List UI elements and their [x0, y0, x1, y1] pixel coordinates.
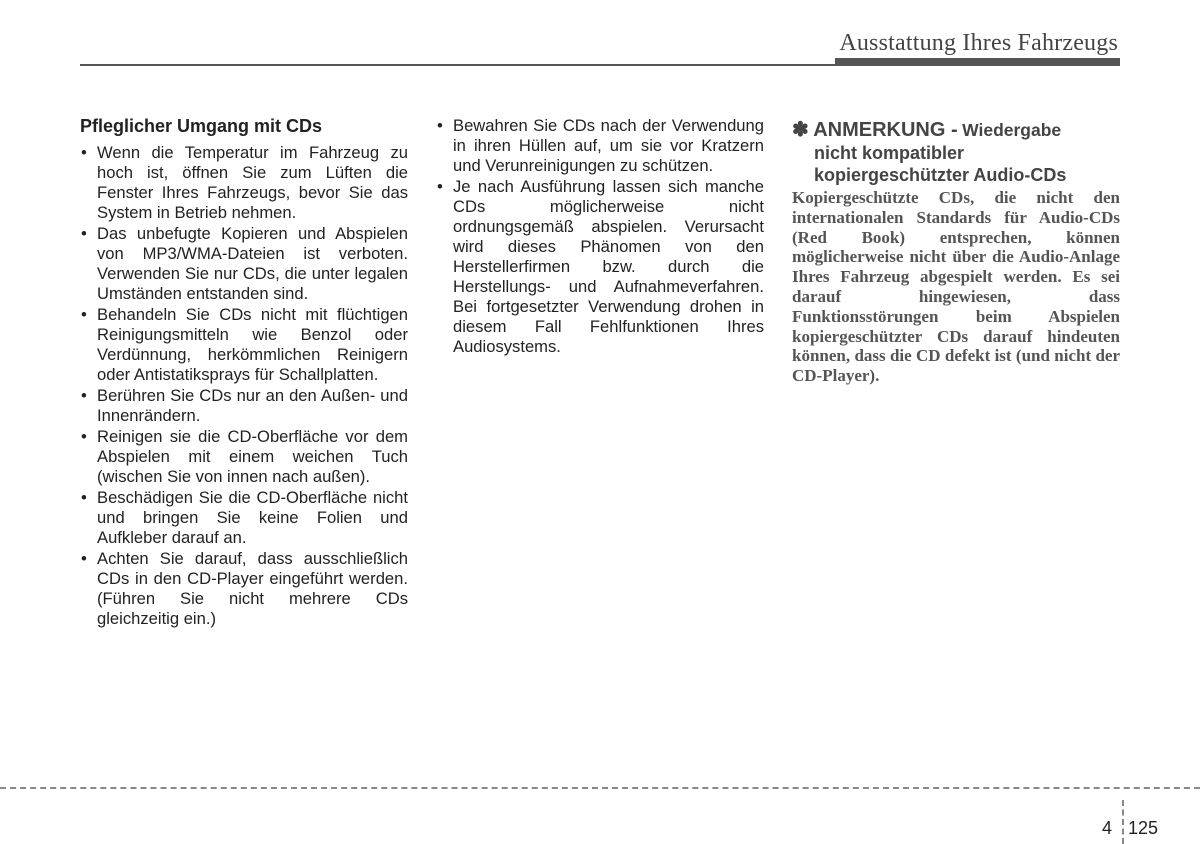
header-title: Ausstattung Ihres Fahrzeugs	[839, 30, 1118, 56]
bullet-item: • Je nach Ausführung lassen sich manche CDs möglicherweise nicht ordnungsgemäß abspielen. Verursacht wird dieses Phänomen von den Herstellerfirmen bzw. durch die Herstellungs- und Aufnahmeverfahren. Bei fortgesetzter Verwendung drohen in diesem Fall Fehlfunktionen Ihres Audiosystems.	[436, 177, 764, 357]
care-bullet-list-continued	[436, 116, 764, 357]
note-body: Kopiergeschützte CDs, die nicht den internationalen Standards für Audio-CDs (Red Book) entsprechen, können möglicherweise nicht über die Audio-Anlage Ihres Fahrzeug abgespielt werden. Es sei darauf hingewiesen, dass Funktionsstörungen beim Abspielen kopiergeschützter CDs darauf hindeuten können, dass die CD defekt ist (und nicht der CD-Player).	[792, 188, 1120, 386]
note-box	[792, 116, 1120, 386]
chapter-number: 4	[1102, 818, 1113, 838]
header-rule-accent	[835, 58, 1120, 66]
care-bullet-list	[80, 143, 408, 629]
note-star-icon: ✽	[792, 119, 809, 141]
bullet-item: • Reinigen sie die CD-Oberfläche vor dem Abspielen mit einem weichen Tuch (wischen Sie von innen nach außen).	[80, 427, 408, 487]
note-subtitle-line: kopiergeschützter Audio-CDs	[814, 165, 1067, 185]
bullet-item: • Behandeln Sie CDs nicht mit flüchtigen Reinigungsmitteln wie Benzol oder Verdünnung, herkömmlichen Reinigern oder Antistatiksprays für Schallplatten.	[80, 305, 408, 385]
note-label: ANMERKUNG -	[813, 119, 958, 141]
bullet-item: • Beschädigen Sie die CD-Oberfläche nicht und bringen Sie keine Folien und Aufkleber darauf an.	[80, 488, 408, 548]
middle-column	[436, 116, 764, 358]
bullet-item: • Das unbefugte Kopieren und Abspielen von MP3/WMA-Dateien ist verboten. Verwenden Sie nur CDs, die unter legalen Umständen entstanden sind.	[80, 224, 408, 304]
note-subtitle: Wiedergabe	[962, 120, 1062, 140]
note-title	[792, 117, 1120, 186]
footer-divider	[1122, 800, 1124, 844]
bullet-item: • Wenn die Temperatur im Fahrzeug zu hoch ist, öffnen Sie zum Lüften die Fenster Ihres Fahrzeugs, bevor Sie das System in Betrieb nehmen.	[80, 143, 408, 223]
note-subtitle-line: nicht kompatibler	[814, 143, 965, 163]
section-heading: Pfleglicher Umgang mit CDs	[80, 116, 323, 136]
bullet-item: • Berühren Sie CDs nur an den Außen- und Innenrändern.	[80, 386, 408, 426]
bullet-item: • Bewahren Sie CDs nach der Verwendung in ihren Hüllen auf, um sie vor Kratzern und Verunreinigungen zu schützen.	[436, 116, 764, 176]
bullet-item: • Achten Sie darauf, dass ausschließlich CDs in den CD-Player eingeführt werden. (Führen Sie nicht mehrere CDs gleichzeitig ein.)	[80, 549, 408, 629]
footer-dashed-rule	[0, 787, 1200, 789]
left-column	[80, 116, 408, 630]
page-number: 125	[1128, 818, 1159, 838]
